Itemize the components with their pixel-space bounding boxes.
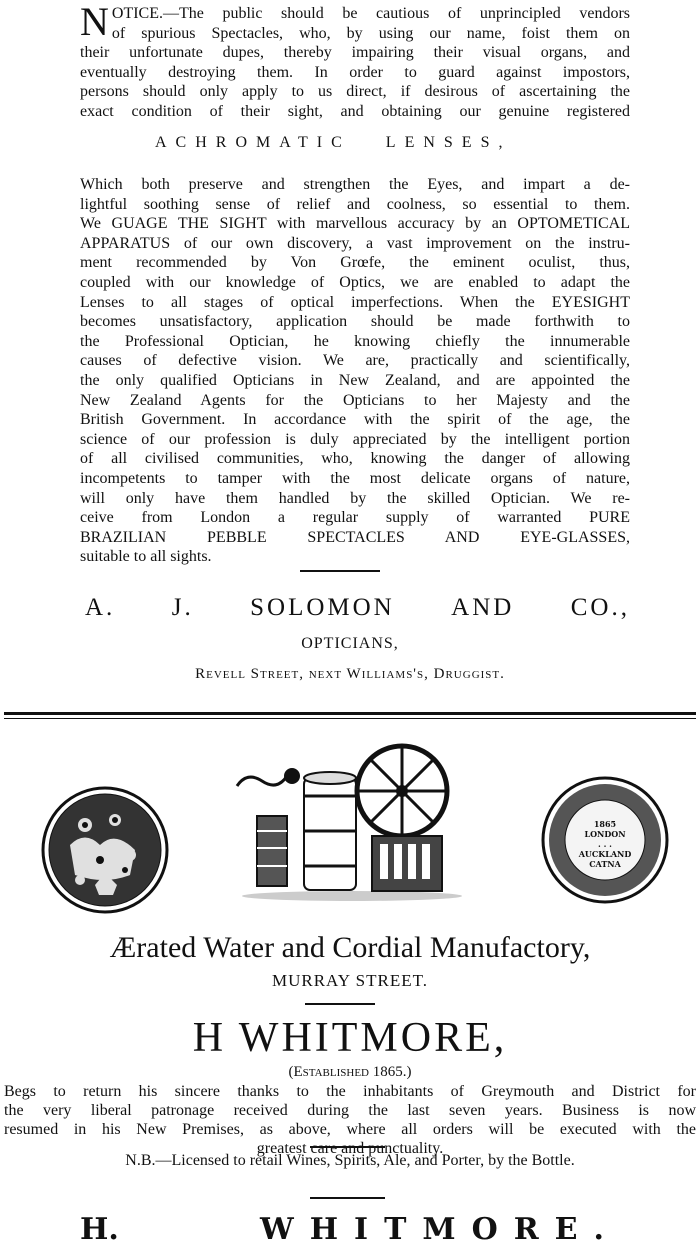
notice-paragraph bbox=[80, 0, 630, 122]
svg-text:CATNA: CATNA bbox=[589, 859, 621, 869]
body-line: incompetents to tamper with the most delicate organs of nature, bbox=[80, 469, 630, 487]
signature-initial: H. bbox=[80, 1212, 119, 1247]
body-line: of all civilised communities, who, knowing the danger of allowing bbox=[80, 450, 630, 468]
section-divider-thin bbox=[4, 718, 696, 719]
body-line: Lenses to all stages of optical imperfections. When the EYESIGHT bbox=[80, 293, 630, 311]
notice-line: persons should only apply to us direct, if desirous of ascertaining the bbox=[80, 83, 630, 101]
body-line: We GUAGE THE SIGHT with marvellous accuracy by an OPTOMETICAL bbox=[80, 215, 630, 233]
body-line: causes of defective vision. We are, practically and scientifically, bbox=[80, 352, 630, 370]
body-line: British Government. In accordance with the spirit of the age, the bbox=[80, 411, 630, 429]
short-rule bbox=[310, 1197, 385, 1199]
body-line: ment recommended by Von Grœfe, the eminent oculist, thus, bbox=[80, 254, 630, 272]
body-line: suitable to all sights. bbox=[80, 548, 212, 566]
body-line: Which both preserve and strengthen the Eyes, and impart a de- bbox=[80, 176, 630, 193]
body-line: New Zealand Agents for the Opticians to her Majesty and the bbox=[80, 391, 630, 409]
notice-line: eventually destroying them. In order to guard against impostors, bbox=[80, 63, 630, 81]
notice-line: OTICE.—The public should be cautious of unprincipled vendors bbox=[111, 5, 630, 22]
thanks-line: Begs to return his sincere thanks to the inhabitants of Greymouth and District for bbox=[4, 1083, 696, 1100]
factory-machine-icon bbox=[232, 736, 472, 901]
optician-body bbox=[80, 175, 630, 567]
body-line: science of our profession is duly appreciated by the intelligent portion bbox=[80, 430, 630, 448]
address-text: Revell Street, next Williams's, Druggist. bbox=[195, 666, 505, 682]
medal-icon bbox=[540, 775, 670, 905]
body-line: will only have them handled by the skilled Optician. We re- bbox=[80, 489, 630, 507]
signature-surname: WHITMORE. bbox=[260, 1212, 620, 1247]
thanks-line: resumed in his New Premises, as above, where all orders will be executed with the bbox=[4, 1121, 696, 1138]
established-text: (Established 1865.) bbox=[288, 1064, 412, 1080]
notice-line: their unfortunate dupes, thereby impairing their visual organs, and bbox=[80, 44, 630, 62]
firm-word: CO., bbox=[570, 594, 630, 621]
body-line: coupled with our knowledge of Optics, we are enabled to adapt the bbox=[80, 273, 630, 291]
manufactory-headline: Ærated Water and Cordial Manufactory, bbox=[109, 931, 591, 964]
thanks-line: greatest care and punctuality. bbox=[256, 1140, 444, 1157]
svg-text:LONDON: LONDON bbox=[584, 829, 626, 839]
section-divider bbox=[4, 712, 696, 715]
medal-icon bbox=[40, 785, 170, 915]
svg-text:AUCKLAND: AUCKLAND bbox=[578, 849, 632, 859]
firm-name bbox=[85, 594, 630, 622]
licence-note: N.B.—Licensed to retail Wines, Spirits, Ale, and Porter, by the Bottle. bbox=[125, 1152, 575, 1169]
body-line: lightful soothing sense of relief and coolness, so essential to them. bbox=[80, 195, 630, 213]
notice-initial: N bbox=[80, 0, 109, 44]
established-note bbox=[0, 1064, 700, 1081]
notice-line: of spurious Spectacles, who, by using our name, foist them on bbox=[111, 24, 630, 42]
body-line: BRAZILIAN PEBBLE SPECTACLES AND EYE-GLASSES, bbox=[80, 528, 630, 546]
trade-label: OPTICIANS, bbox=[301, 635, 399, 652]
short-rule bbox=[305, 1003, 375, 1005]
firm-word: SOLOMON bbox=[250, 594, 395, 621]
body-line: becomes unsatisfactory, application should be made forthwith to bbox=[80, 313, 630, 331]
firm-word: J. bbox=[171, 594, 194, 621]
body-line: the only qualified Opticians in New Zealand, and are appointed the bbox=[80, 371, 630, 389]
lenses-subheading: ACHROMATIC LENSES, bbox=[155, 134, 512, 151]
street-name: MURRAY STREET. bbox=[271, 971, 428, 990]
short-rule bbox=[310, 1146, 385, 1148]
short-rule bbox=[300, 570, 380, 572]
proprietor-name: H WHITMORE, bbox=[192, 1015, 508, 1061]
svg-text:. . .: . . . bbox=[598, 839, 612, 849]
svg-text:1865: 1865 bbox=[593, 819, 617, 829]
body-line: the Professional Optician, he knowing chiefly the innumerable bbox=[80, 332, 630, 350]
body-line: ceive from London a regular supply of warranted PURE bbox=[80, 509, 630, 527]
signature-line bbox=[80, 1212, 620, 1247]
firm-word: AND bbox=[451, 594, 515, 621]
firm-address bbox=[0, 666, 700, 683]
thanks-line: the very liberal patronage received during the last seven years. Business is now bbox=[4, 1102, 696, 1119]
firm-word: A. bbox=[85, 594, 116, 621]
body-line: APPARATUS of our own discovery, a vast improvement on the instru- bbox=[80, 234, 630, 252]
notice-line: exact condition of their sight, and obtaining our genuine registered bbox=[80, 102, 630, 120]
